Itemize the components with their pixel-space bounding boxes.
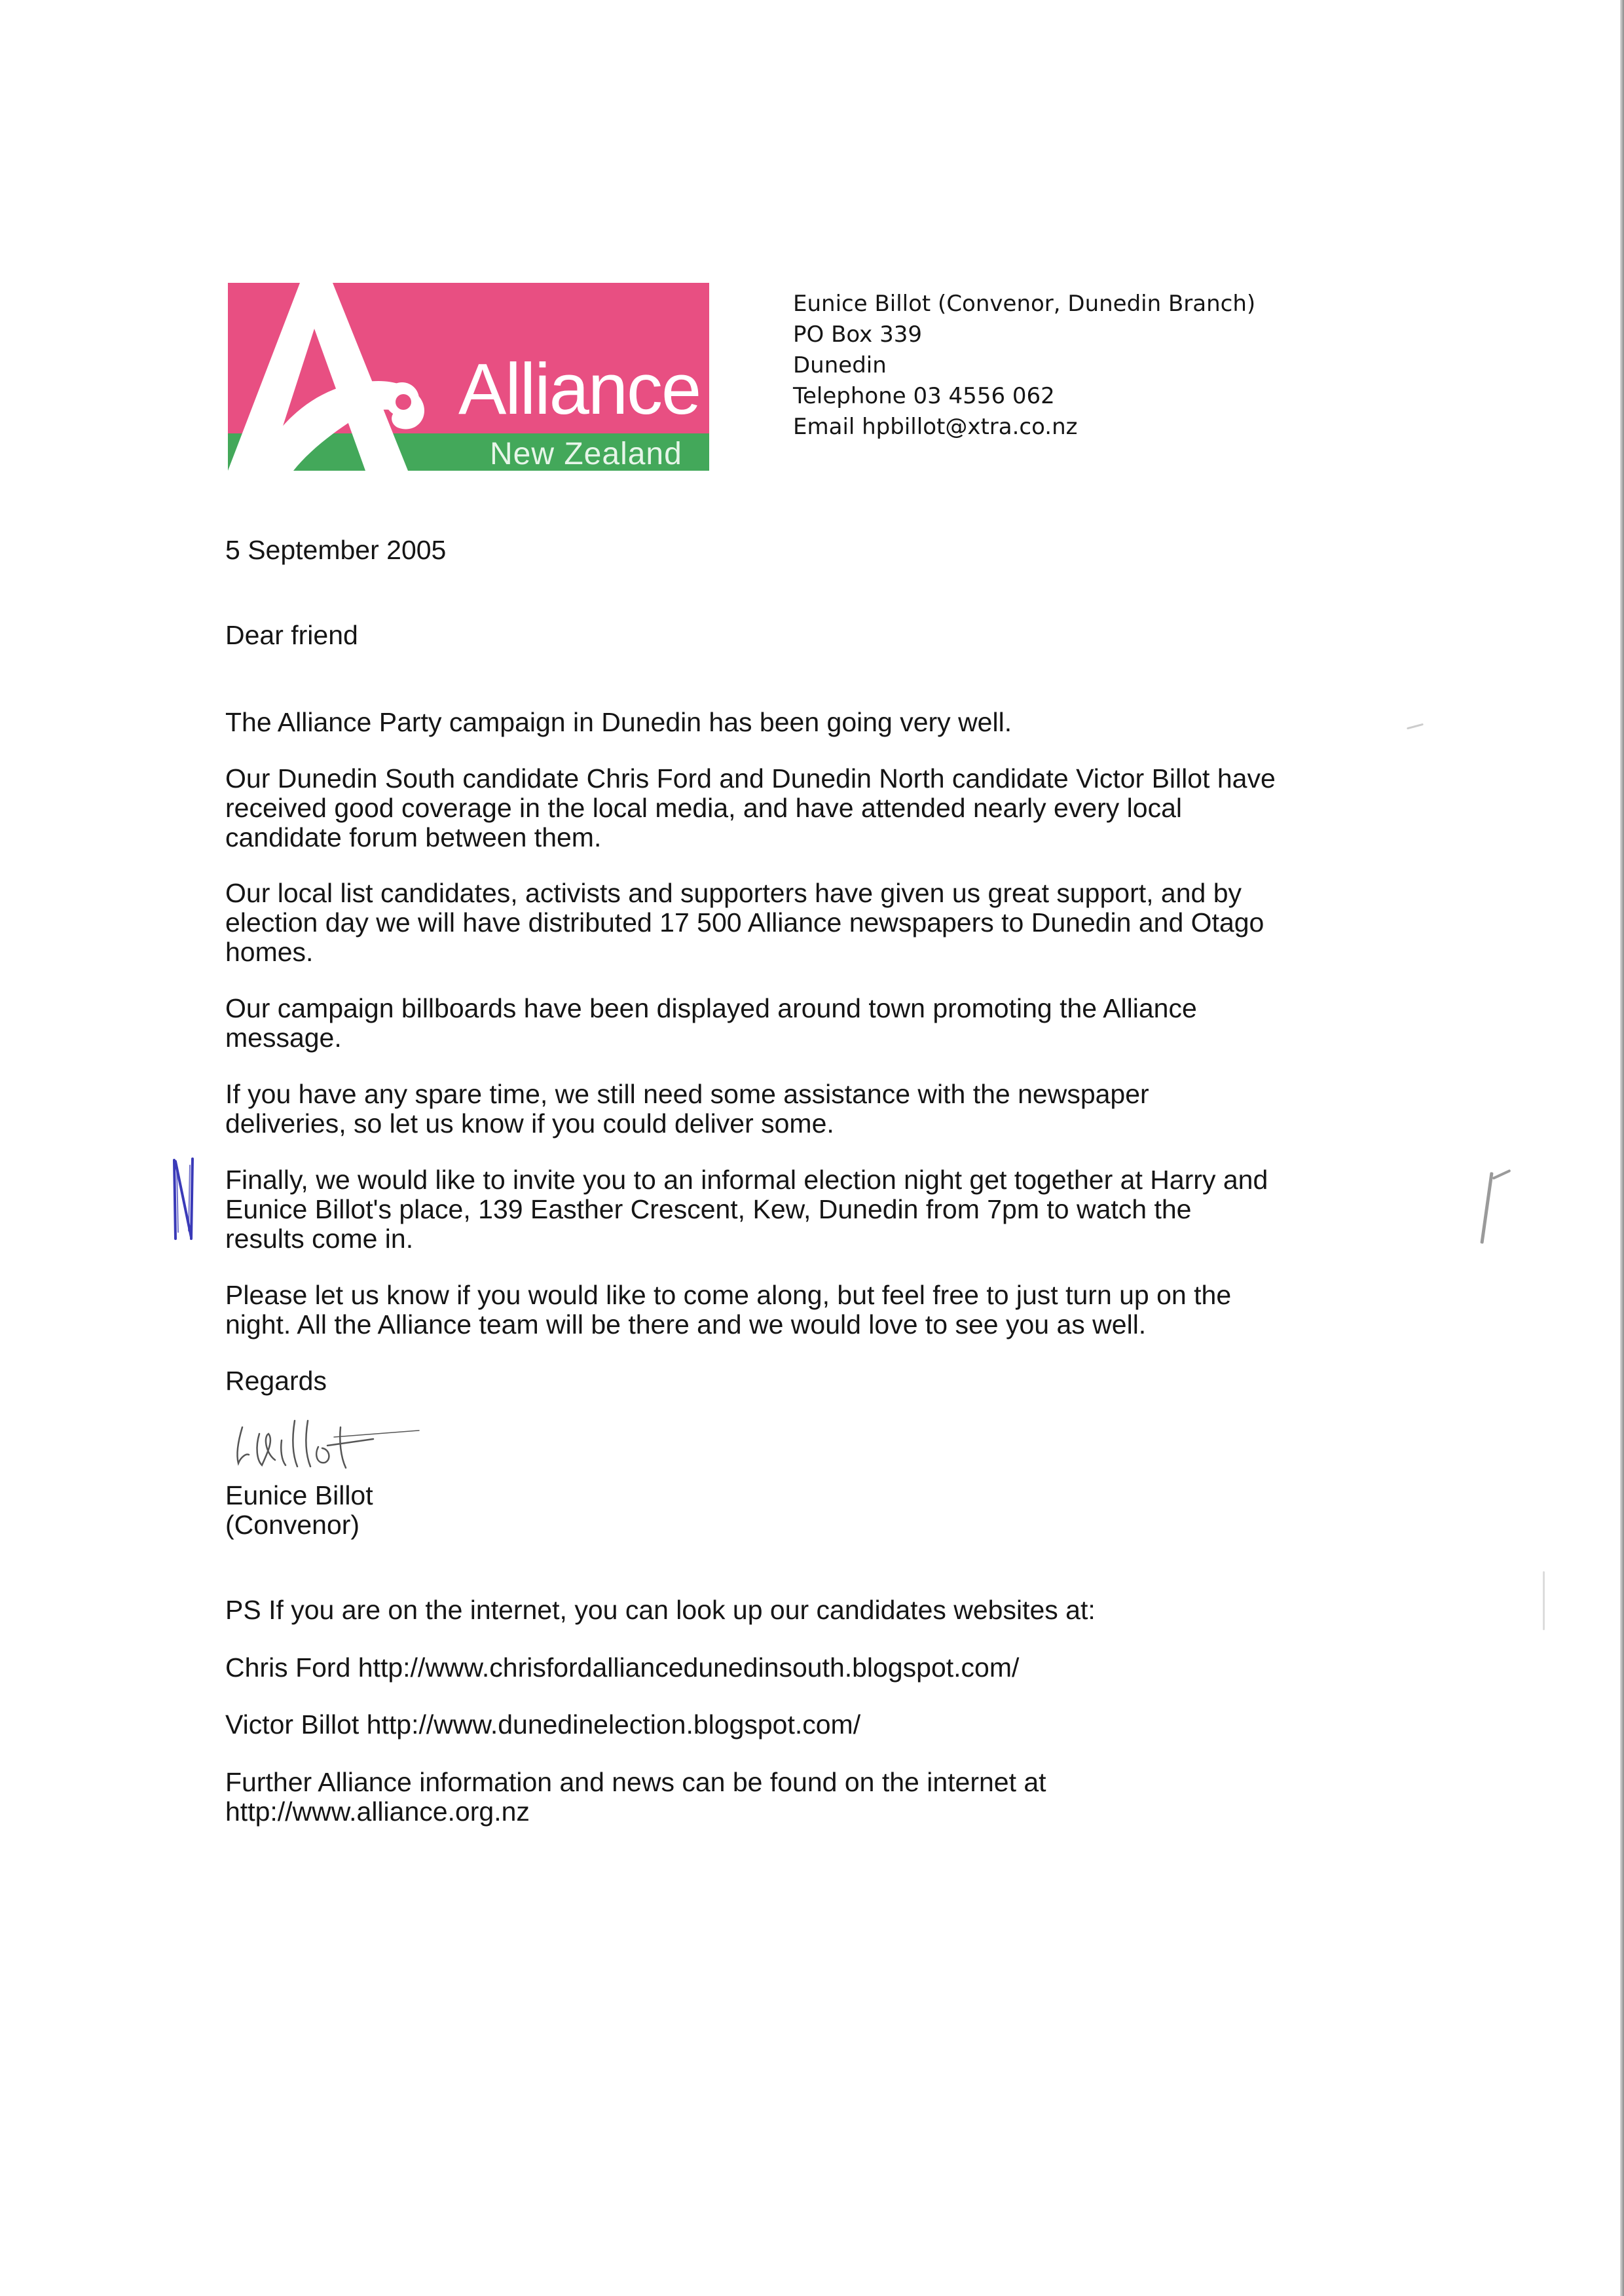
paragraph-6 xyxy=(225,1165,1268,1254)
logo-wordmark: Alliance xyxy=(458,349,701,429)
paragraph-line: night. All the Alliance team will be there and we would love to see you as well. xyxy=(225,1309,1147,1339)
paragraph-5 xyxy=(225,1080,1149,1139)
closing: Regards xyxy=(225,1366,327,1396)
margin-mark-svg xyxy=(172,1154,198,1245)
paragraph-1 xyxy=(225,708,1012,737)
paragraph-line: deliveries, so let us know if you could deliver some. xyxy=(225,1108,834,1139)
page-edge xyxy=(1620,0,1624,2296)
sender-name-line: Eunice Billot (Convenor, Dunedin Branch) xyxy=(793,291,1256,317)
paragraph-line: Our Dunedin South candidate Chris Ford and Dunedin North candidate Victor Billot have xyxy=(225,763,1276,793)
paragraph-line: Our local list candidates, activists and supporters have given us great support, and by xyxy=(225,878,1242,908)
paragraph-line: The Alliance Party campaign in Dunedin has been going very well. xyxy=(225,707,1012,737)
signer-block xyxy=(225,1481,373,1540)
paragraph-line: Finally, we would like to invite you to an informal election night get together at Harry and xyxy=(225,1165,1268,1195)
paragraph-7 xyxy=(225,1281,1231,1339)
paragraph-line: results come in. xyxy=(225,1224,414,1254)
paragraph-line: Eunice Billot's place, 139 Easther Crescent, Kew, Dunedin from 7pm to watch the xyxy=(225,1194,1192,1224)
sender-email-line: Email hpbillot@xtra.co.nz xyxy=(793,414,1078,440)
further-info-line: Further Alliance information and news can be found on the internet at xyxy=(225,1767,1046,1797)
logo-subtitle: New Zealand xyxy=(490,437,682,471)
sender-city-line: Dunedin xyxy=(793,352,887,378)
sender-phone-line: Telephone 03 4556 062 xyxy=(793,383,1055,409)
paragraph-line: Please let us know if you would like to come along, but feel free to just turn up on the xyxy=(225,1280,1232,1310)
handwritten-signature xyxy=(229,1408,426,1483)
sender-address xyxy=(793,289,1255,443)
paragraph-line: Our campaign billboards have been displayed around town promoting the Alliance xyxy=(225,993,1197,1023)
victor-billot-website: Victor Billot http://www.dunedinelection.blogspot.com/ xyxy=(225,1709,861,1740)
signature-svg xyxy=(229,1408,426,1480)
postscript: PS If you are on the internet, you can look up our candidates websites at: xyxy=(225,1595,1096,1625)
paragraph-line: homes. xyxy=(225,937,314,967)
scan-mark xyxy=(1480,1172,1493,1244)
scan-mark xyxy=(1492,1169,1511,1180)
paragraph-line: candidate forum between them. xyxy=(225,822,602,852)
salutation: Dear friend xyxy=(225,620,358,650)
paragraph-line: If you have any spare time, we still need some assistance with the newspaper xyxy=(225,1079,1149,1109)
paragraph-3 xyxy=(225,879,1264,967)
alliance-logo xyxy=(228,283,709,471)
further-info xyxy=(225,1768,1046,1827)
signer-title: (Convenor) xyxy=(225,1510,360,1540)
letter-date: 5 September 2005 xyxy=(225,535,447,565)
signer-name: Eunice Billot xyxy=(225,1480,373,1510)
paragraph-line: election day we will have distributed 17 500 Alliance newspapers to Dunedin and Otago xyxy=(225,907,1264,938)
handwritten-margin-mark xyxy=(172,1154,198,1248)
scan-mark xyxy=(1543,1571,1545,1630)
sender-pobox-line: PO Box 339 xyxy=(793,321,922,348)
paragraph-4 xyxy=(225,994,1197,1053)
chris-ford-website: Chris Ford http://www.chrisfordalliancedunedinsouth.blogspot.com/ xyxy=(225,1652,1020,1683)
paragraph-line: message. xyxy=(225,1023,342,1053)
alliance-website: http://www.alliance.org.nz xyxy=(225,1796,530,1827)
paragraph-2 xyxy=(225,764,1276,852)
scan-mark xyxy=(1407,723,1424,730)
paragraph-line: received good coverage in the local media, and have attended nearly every local xyxy=(225,793,1182,823)
